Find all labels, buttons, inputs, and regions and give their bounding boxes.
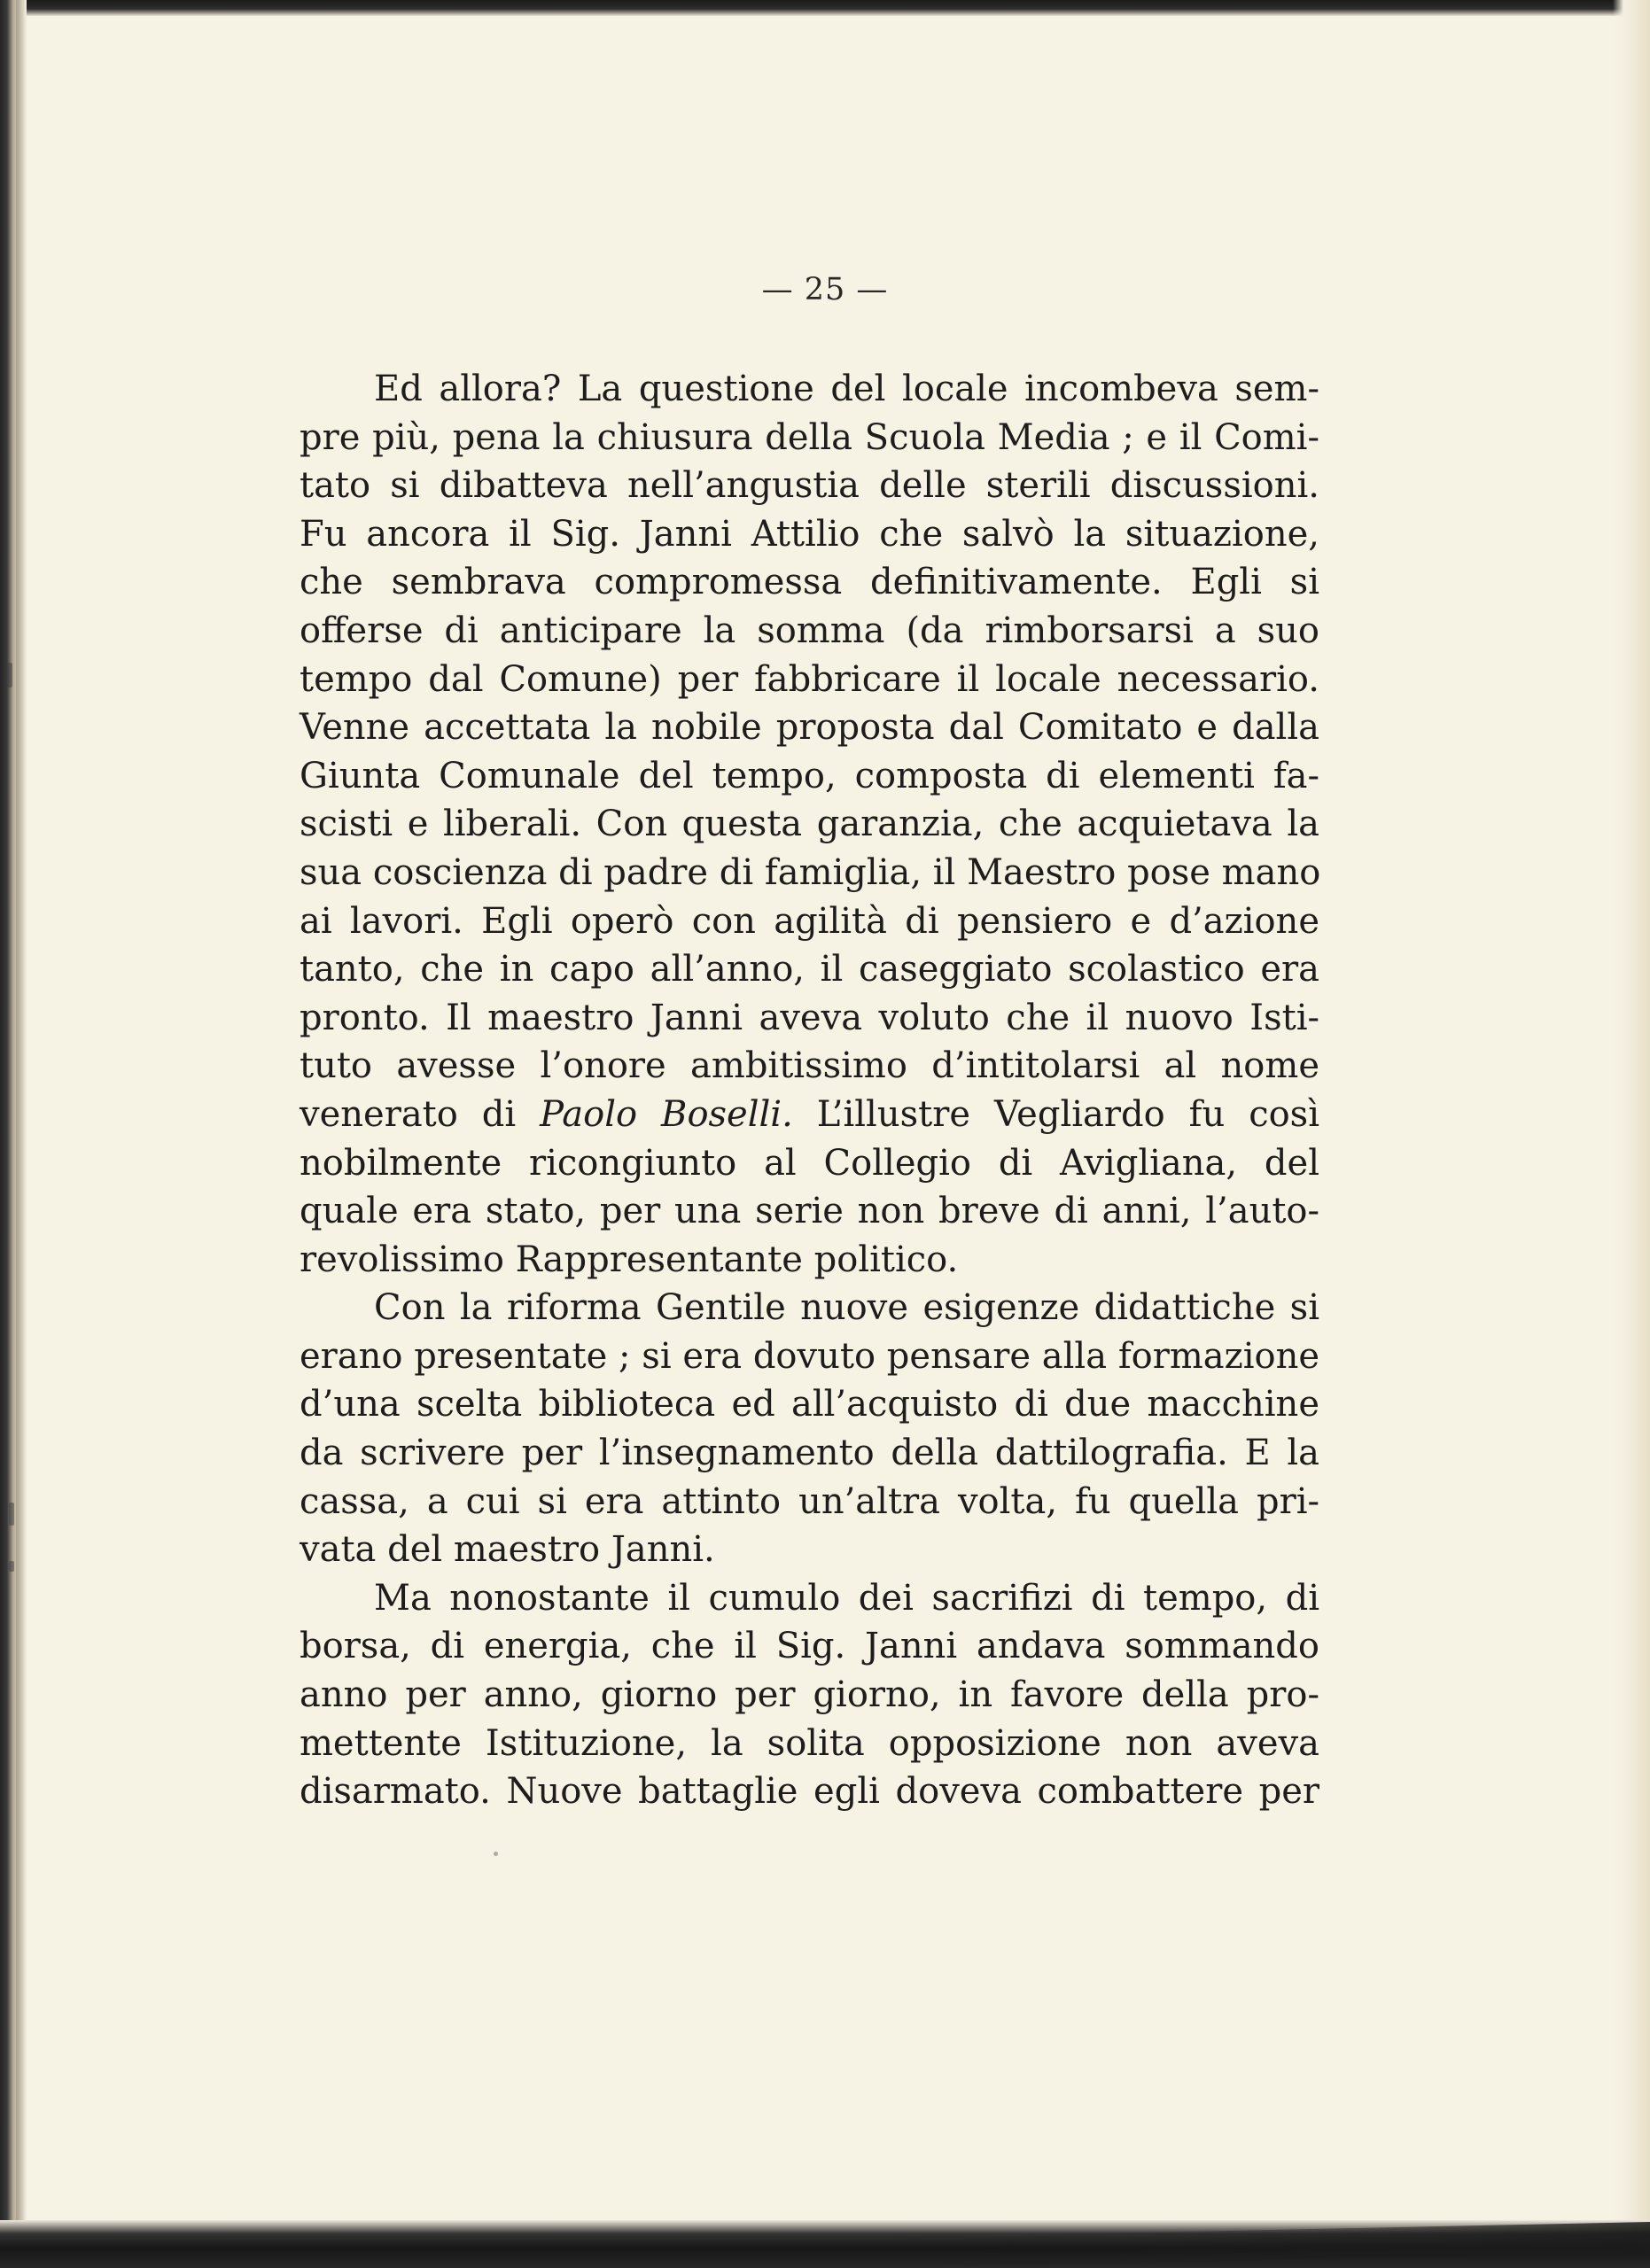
text-line: d’una scelta biblioteca ed all’acquisto di due macchine [300,1384,1319,1425]
text-line: erano presentate ; si era dovuto pensare alla formazione [300,1335,1319,1377]
text-line: borsa, di energia, che il Sig. Janni andava sommando [300,1626,1319,1667]
text-line: tanto, che in capo all’anno, il caseggiato scolastico era [300,949,1319,990]
text-line: che sembrava compromessa definitivamente. Egli si [300,562,1319,603]
text-line: offerse di anticipare la somma (da rimborsarsi a suo [300,610,1319,651]
text-line: Giunta Comunale del tempo, composta di elementi fa- [300,755,1319,796]
text-line: pronto. Il maestro Janni aveva voluto che il nuovo Isti- [300,997,1319,1038]
text-line: disarmato. Nuove battaglie egli doveva combattere per [300,1771,1319,1813]
text-line: revolissimo Rappresentante politico. [300,1239,959,1280]
body-text [300,365,1319,1816]
text-line [300,1091,1319,1139]
line-text: venerato di [300,1093,541,1135]
text-line: Ed allora? La questione del locale incombeva sem- [374,369,1319,409]
text-line: scisti e liberali. Con questa garanzia, che acquietava la [300,804,1319,845]
text-line: anno per anno, giorno per giorno, in favore della pro- [300,1674,1319,1716]
text-line: nobilmente ricongiunto al Collegio di Avigliana, del [300,1142,1319,1184]
text-line: ai lavori. Egli operò con agilità di pensiero e d’azione [300,900,1319,942]
text-line: tempo dal Comune) per fabbricare il locale necessario. [300,658,1319,700]
text-line: tato si dibatteva nell’angustia delle sterili discussioni. [300,465,1319,507]
text-line: Fu ancora il Sig. Janni Attilio che salvò la situazione, [300,513,1319,555]
italic-name: Paolo Boselli. [540,1093,793,1135]
text-line: cassa, a cui si era attinto un’altra volta, fu quella pri- [300,1480,1319,1522]
text-line: Venne accettata la nobile proposta dal Comitato e dalla [300,707,1319,749]
text-line: pre più, pena la chiusura della Scuola Media ; e il Comi- [300,416,1319,458]
text-line: sua coscienza di padre di famiglia, il Maestro pose mano [300,851,1321,893]
line-text: L’illustre Vegliardo fu così [792,1093,1319,1135]
text-line: Con la riforma Gentile nuove esigenze didattiche si [374,1287,1319,1329]
text-line: Ma nonostante il cumulo dei sacrifizi di tempo, di [374,1577,1319,1619]
text-line: tuto avesse l’onore ambitissimo d’intitolarsi al nome [300,1045,1319,1087]
text-line: da scrivere per l’insegnamento della dattilografia. E la [300,1433,1319,1474]
text-line: quale era stato, per una serie non breve di anni, l’auto- [300,1191,1319,1232]
text-line: mettente Istituzione, la solita opposizione non aveva [300,1722,1319,1764]
text-line: vata del maestro Janni. [300,1529,715,1571]
page-number: — 25 — [761,272,889,307]
